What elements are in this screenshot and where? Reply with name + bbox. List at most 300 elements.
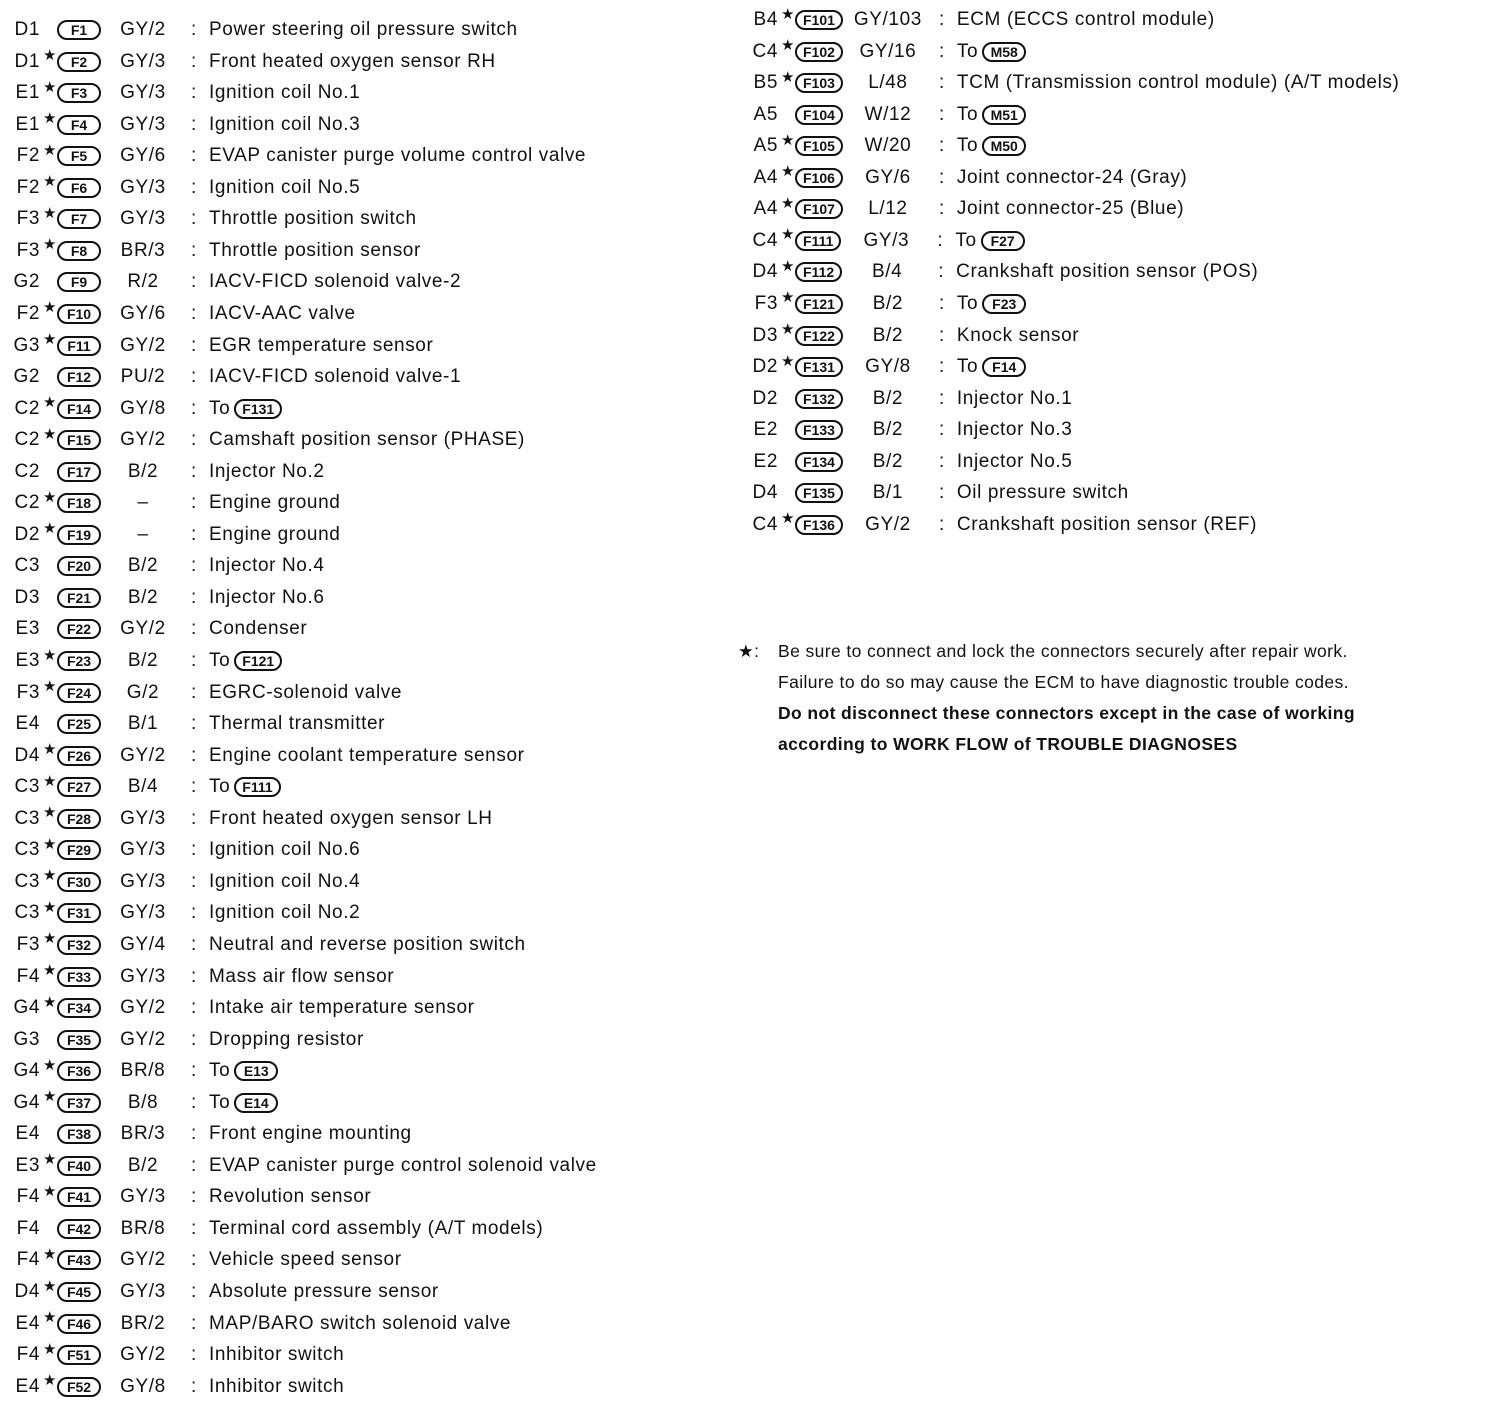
description (209, 808, 493, 830)
separator: : (938, 292, 945, 314)
separator: : (191, 50, 197, 72)
description-text: Vehicle speed sensor (209, 1249, 402, 1271)
connector-row (0, 646, 288, 676)
wire-spec: GY/2 (120, 1249, 166, 1271)
grid-ref (0, 271, 42, 293)
wire-spec: GY/3 (120, 82, 166, 104)
grid-ref-text: C3 (14, 902, 40, 924)
wire-spec: B/4 (871, 261, 903, 283)
wire-spec: GY/8 (865, 356, 911, 378)
grid-ref (0, 1281, 42, 1303)
connector-badge: F29 (57, 840, 101, 860)
star-icon: ★ (781, 37, 796, 55)
connector-badge: F41 (57, 1187, 101, 1207)
connector-row (738, 37, 1032, 67)
connector-row (0, 173, 360, 203)
star-icon: ★ (43, 835, 58, 853)
star-icon: ★ (43, 110, 58, 128)
grid-ref-text: C2 (14, 429, 40, 451)
note-text-3: Do not disconnect these connectors except in the case of working (778, 703, 1355, 723)
description-text: Joint connector-25 (Blue) (956, 198, 1185, 220)
description (209, 398, 288, 420)
wire-spec: GY/2 (120, 334, 166, 356)
connector-badge: F18 (57, 493, 101, 513)
grid-ref (0, 555, 42, 577)
description-text: To (209, 1060, 231, 1082)
grid-ref (738, 388, 780, 410)
connector-badge: F9 (57, 272, 101, 292)
wire-spec: B/4 (127, 776, 159, 798)
description (209, 587, 325, 609)
separator: : (191, 713, 197, 735)
separator: : (191, 145, 197, 167)
description-text: To (209, 776, 231, 798)
wire-spec: L/12 (868, 198, 908, 220)
connector-badge: F27 (57, 777, 101, 797)
separator: : (191, 555, 197, 577)
connector-row (0, 1277, 439, 1307)
star-icon: ★ (43, 1088, 58, 1106)
separator: : (191, 239, 197, 261)
description (209, 461, 325, 483)
description (209, 271, 461, 293)
description (209, 240, 421, 262)
connector-badge: F111 (795, 231, 841, 251)
connector-row (0, 267, 461, 297)
connector-row (0, 110, 360, 140)
description-text: Ignition coil No.4 (209, 870, 361, 892)
description (209, 82, 360, 104)
separator: : (191, 302, 197, 324)
separator: : (191, 1186, 197, 1208)
connector-badge: F102 (795, 42, 843, 62)
description (957, 135, 1032, 157)
connector-badge: F134 (795, 452, 843, 472)
description (957, 41, 1032, 63)
connector-row (738, 100, 1032, 130)
connector-row (738, 5, 1215, 35)
grid-ref-text: D1 (14, 19, 40, 40)
description (957, 419, 1073, 441)
description-text: Absolute pressure sensor (209, 1281, 439, 1302)
connector-badge: F101 (795, 10, 843, 30)
wire-spec: GY/3 (120, 902, 166, 924)
grid-ref (0, 997, 42, 1019)
grid-ref (0, 524, 42, 546)
connector-row (0, 331, 433, 361)
star-icon: ★ (43, 204, 58, 222)
star-icon: ★ (43, 1056, 58, 1074)
description-text: Dropping resistor (209, 1028, 364, 1050)
connector-row (0, 236, 421, 266)
connector-row (738, 478, 1129, 508)
wire-spec: GY/2 (120, 997, 166, 1019)
separator: : (191, 650, 197, 671)
description (209, 19, 518, 41)
description (955, 230, 1030, 252)
grid-ref-text: B5 (753, 72, 778, 94)
grid-ref (0, 429, 42, 451)
wire-spec: GY/3 (120, 176, 166, 198)
description-text: Intake air temperature sensor (209, 997, 475, 1019)
connector-badge: F30 (57, 872, 101, 892)
star-icon: ★ (43, 1182, 58, 1200)
grid-ref-text: E2 (753, 419, 778, 441)
connector-row (0, 425, 525, 455)
grid-ref-text: F3 (754, 292, 778, 314)
connector-badge: F38 (57, 1124, 101, 1144)
wire-spec: PU/2 (120, 366, 166, 388)
description (209, 618, 307, 640)
target-connector-badge: F23 (982, 294, 1026, 314)
grid-ref (738, 261, 780, 283)
connector-badge: F37 (57, 1093, 101, 1113)
description (209, 682, 402, 704)
grid-ref (738, 419, 780, 441)
grid-ref (0, 208, 42, 230)
grid-ref (0, 1218, 42, 1240)
star-icon: ★ (43, 331, 58, 348)
wire-spec: B/1 (872, 482, 904, 504)
connector-badge: F35 (57, 1030, 101, 1050)
grid-ref (738, 104, 780, 126)
description-text: Injector No.6 (209, 586, 325, 608)
wire-spec: GY/8 (120, 397, 166, 419)
grid-ref-text: A5 (753, 103, 778, 125)
wire-spec: G/2 (126, 681, 160, 703)
description (956, 261, 1258, 283)
grid-ref (0, 492, 42, 514)
separator: : (191, 1091, 197, 1113)
description-text: Camshaft position sensor (PHASE) (209, 429, 525, 451)
description (209, 1123, 412, 1145)
grid-ref (0, 1344, 42, 1366)
grid-ref-text: F2 (16, 302, 40, 324)
description-text: Knock sensor (956, 324, 1080, 346)
wire-spec: GY/6 (120, 145, 166, 167)
connector-badge: F34 (57, 998, 101, 1018)
description (209, 145, 586, 167)
description (209, 839, 360, 861)
star-icon: ★ (43, 488, 58, 506)
separator: : (191, 366, 197, 388)
note-text-2: Failure to do so may cause the ECM to have diagnostic trouble codes. (778, 672, 1349, 692)
description-text: To (956, 40, 979, 62)
description-text: Terminal cord assembly (A/T models) (209, 1217, 544, 1239)
separator: : (938, 324, 945, 346)
description-text: Revolution sensor (209, 1186, 372, 1208)
description (209, 1376, 344, 1398)
separator: : (191, 1281, 197, 1302)
connector-row (0, 78, 360, 108)
grid-ref (0, 240, 42, 262)
connector-row (738, 384, 1072, 414)
connector-badge: F6 (57, 178, 101, 198)
description-text: Ignition coil No.6 (209, 839, 361, 861)
grid-ref-text: C3 (14, 870, 40, 892)
description (209, 555, 325, 577)
connector-badge: F46 (57, 1314, 101, 1334)
connector-row (0, 962, 394, 992)
description (957, 482, 1129, 504)
connector-badge: F21 (57, 588, 101, 608)
separator: : (191, 1375, 197, 1397)
separator: : (938, 419, 945, 441)
star-icon: ★ (781, 226, 796, 244)
description (209, 335, 433, 357)
description-text: MAP/BARO switch solenoid valve (209, 1312, 512, 1334)
connector-badge: F5 (57, 146, 101, 166)
grid-ref-text: A4 (753, 166, 778, 188)
connector-row (0, 1025, 364, 1055)
wire-spec: GY/2 (120, 1344, 166, 1366)
connector-badge: F1 (57, 20, 101, 40)
connector-row (0, 1340, 344, 1370)
grid-ref (0, 82, 42, 104)
description (209, 776, 287, 798)
description-text: Ignition coil No.1 (209, 82, 361, 104)
grid-ref (738, 135, 780, 157)
connector-badge: F23 (57, 651, 101, 671)
connector-row (738, 194, 1184, 224)
star-icon: ★ (43, 741, 58, 759)
separator: : (191, 839, 197, 861)
star-icon: ★ (43, 1372, 58, 1390)
wire-spec: GY/3 (120, 208, 166, 230)
description-text: Crankshaft position sensor (REF) (956, 513, 1258, 535)
separator: : (191, 1344, 197, 1366)
grid-ref-text: B4 (753, 9, 778, 30)
connector-row (738, 68, 1399, 98)
description-text: Power steering oil pressure switch (209, 19, 518, 40)
description (209, 1344, 344, 1366)
wire-spec: B/2 (127, 586, 159, 608)
connector-row (0, 394, 288, 424)
connector-note (738, 636, 1502, 760)
grid-ref-text: C2 (14, 460, 40, 482)
connector-row (0, 930, 526, 960)
grid-ref-text: E1 (15, 82, 40, 104)
separator: : (191, 176, 197, 198)
description (209, 1281, 439, 1303)
connector-badge: F131 (795, 357, 843, 377)
wire-spec: GY/3 (120, 1281, 166, 1302)
connector-row (738, 131, 1032, 161)
note-line-2 (738, 667, 1502, 698)
grid-ref (738, 514, 780, 536)
separator: : (937, 229, 944, 251)
grid-ref-text: F4 (16, 1217, 40, 1239)
star-icon: ★ (43, 678, 58, 696)
separator: : (191, 397, 197, 419)
description-text: EVAP canister purge volume control valve (209, 145, 587, 167)
grid-ref-text: E4 (15, 1375, 40, 1397)
description (209, 366, 461, 388)
note-line-3 (738, 698, 1502, 729)
grid-ref (738, 167, 780, 189)
description (209, 51, 496, 73)
note-line-4 (738, 729, 1502, 760)
connector-badge: F40 (57, 1156, 101, 1176)
connector-row (0, 1088, 284, 1118)
connector-row (0, 457, 325, 487)
grid-ref-text: F2 (16, 145, 40, 167)
grid-ref (0, 335, 42, 357)
separator: : (191, 618, 197, 640)
connector-row (0, 15, 518, 45)
description-text: IACV-FICD solenoid valve-2 (209, 271, 462, 293)
description-text: To (956, 292, 979, 314)
grid-ref-text: F3 (16, 208, 40, 230)
description-text: To (956, 135, 979, 157)
description (957, 167, 1187, 189)
connector-badge: F17 (57, 462, 101, 482)
grid-ref (738, 230, 780, 252)
grid-ref-text: E2 (753, 450, 778, 472)
connector-row (738, 289, 1032, 319)
grid-ref (0, 1313, 42, 1335)
wire-spec: B/2 (127, 1154, 159, 1176)
wire-spec: GY/2 (120, 429, 166, 451)
description-text: Crankshaft position sensor (POS) (956, 261, 1259, 283)
description-text: Inhibitor switch (209, 1344, 345, 1366)
description-text: ECM (ECCS control module) (956, 9, 1215, 30)
grid-ref-text: D2 (752, 356, 778, 378)
description-text: Ignition coil No.3 (209, 113, 361, 135)
grid-ref (0, 461, 42, 483)
connector-badge: F15 (57, 430, 101, 450)
grid-ref (0, 839, 42, 861)
connector-badge: F133 (795, 420, 843, 440)
connector-row (0, 1182, 371, 1212)
separator: : (191, 1028, 197, 1050)
star-icon: ★ (43, 236, 58, 254)
connector-row (0, 1151, 597, 1181)
description-text: Injector No.2 (209, 460, 325, 482)
separator: : (191, 1312, 197, 1334)
wire-spec: – (137, 523, 149, 545)
grid-ref (0, 366, 42, 388)
description-text: Front heated oxygen sensor RH (209, 50, 496, 72)
star-icon: ★ (43, 394, 58, 412)
connector-row (0, 772, 287, 802)
grid-ref-text: C2 (14, 397, 40, 419)
grid-ref-text: G3 (13, 1028, 40, 1050)
connector-row (0, 1245, 402, 1275)
description-text: Injector No.4 (209, 555, 325, 577)
grid-ref-text: D4 (752, 482, 778, 504)
wire-spec: B/2 (872, 419, 904, 441)
wire-spec: GY/8 (120, 1375, 166, 1397)
separator: : (938, 387, 945, 409)
grid-ref-text: F4 (16, 1186, 40, 1208)
wire-spec: GY/6 (120, 302, 166, 324)
grid-ref (0, 902, 42, 924)
description (209, 1186, 371, 1208)
description-text: IACV-FICD solenoid valve-1 (209, 366, 462, 388)
grid-ref-text: D4 (752, 261, 778, 283)
grid-ref (0, 1249, 42, 1271)
separator: : (938, 450, 945, 472)
star-icon: ★ (43, 646, 58, 664)
grid-ref (0, 51, 42, 73)
connector-badge: F43 (57, 1250, 101, 1270)
connector-row (738, 447, 1072, 477)
separator: : (191, 492, 197, 514)
star-icon: ★ (43, 804, 58, 822)
separator: : (191, 997, 197, 1019)
note-star-marker: ★: (738, 641, 760, 661)
target-connector-badge: M50 (982, 136, 1026, 156)
star-icon: ★ (781, 257, 796, 275)
grid-ref (738, 198, 780, 220)
wire-spec: GY/2 (120, 19, 166, 40)
star-icon: ★ (43, 141, 58, 159)
description-text: Mass air flow sensor (209, 965, 395, 987)
connector-badge: F112 (795, 262, 842, 282)
connector-row (0, 551, 325, 581)
connector-badge: F121 (795, 294, 843, 314)
separator: : (191, 902, 197, 924)
separator: : (938, 103, 945, 125)
grid-ref (0, 1155, 42, 1177)
connector-row (738, 510, 1257, 540)
connector-badge: F107 (795, 199, 843, 219)
connector-badge: F105 (795, 136, 843, 156)
connector-badge: F52 (57, 1377, 101, 1397)
connector-row (0, 299, 356, 329)
connector-badge: F3 (57, 83, 101, 103)
star-icon: ★ (43, 962, 58, 979)
wire-spec: GY/3 (120, 807, 166, 829)
grid-ref (0, 1186, 42, 1208)
description-text: To (955, 229, 977, 251)
separator: : (191, 586, 197, 608)
description-text: IACV-AAC valve (209, 302, 356, 324)
description-text: Front heated oxygen sensor LH (209, 807, 493, 829)
note-text-4: according to WORK FLOW of TROUBLE DIAGNOSES (778, 734, 1238, 754)
connector-row (0, 1214, 543, 1244)
connector-badge: F7 (57, 209, 101, 229)
separator: : (191, 807, 197, 829)
grid-ref (0, 1123, 42, 1145)
connector-row (0, 614, 307, 644)
star-icon: ★ (43, 425, 58, 443)
target-connector-badge: F14 (982, 357, 1026, 377)
separator: : (191, 460, 197, 482)
wire-spec: W/20 (864, 135, 912, 157)
description (209, 492, 340, 514)
grid-ref (738, 356, 780, 378)
connector-badge: F19 (57, 525, 101, 545)
separator: : (938, 135, 945, 157)
description (209, 429, 525, 451)
separator: : (191, 334, 197, 356)
separator: : (938, 356, 945, 378)
connector-row (0, 898, 360, 928)
separator: : (191, 208, 197, 230)
wire-spec: B/1 (127, 713, 159, 735)
wire-spec: B/2 (127, 650, 159, 671)
connector-row (0, 993, 475, 1023)
star-icon: ★ (43, 930, 58, 948)
grid-ref-text: E4 (15, 1123, 40, 1145)
wire-spec: GY/2 (120, 744, 166, 766)
grid-ref-text: F4 (16, 1344, 40, 1366)
description-text: Thermal transmitter (209, 713, 386, 735)
grid-ref (0, 650, 42, 672)
connector-row (0, 141, 586, 171)
